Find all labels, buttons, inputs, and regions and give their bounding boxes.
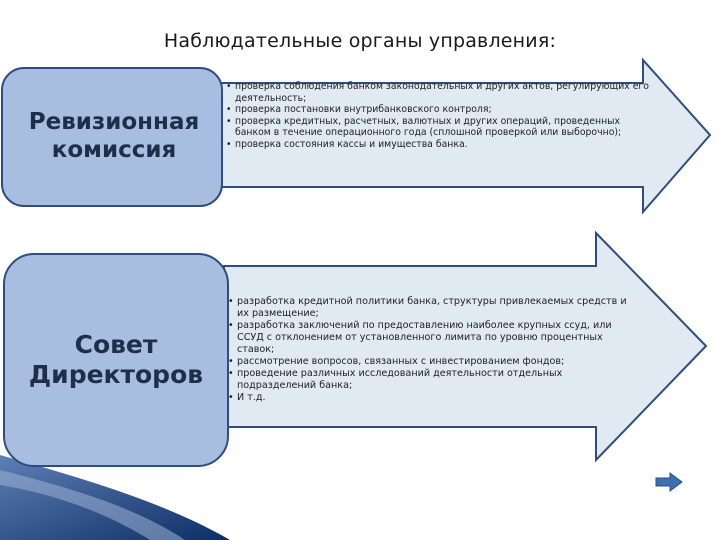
revision-duties-list [224,81,654,150]
list-item: • проверка состояния кассы и имущества банка. [224,139,654,151]
list-item: • И т.д. [226,392,636,404]
list-item: • проведение различных исследований деятельности отдельных подразделений банка; [226,368,636,392]
board-duties-list [226,296,636,404]
list-item: • рассмотрение вопросов, связанных с инвестированием фондов; [226,356,636,368]
page-title: Наблюдательные органы управления: [163,30,557,52]
box-label-revision-commission: Ревизионная комиссия [28,109,200,163]
list-item: • проверка соблюдения банком законодательных и других актов, регулирующих его деятельность; [224,81,654,104]
arrow-right-icon[interactable] [654,472,684,492]
corner-decoration [0,455,230,540]
list-item: • проверка кредитных, расчетных, валютных и других операций, проведенных банком в течение операционного года (сплошной проверкой или выборочно); [224,116,654,139]
box-label-board-of-directors: Совет Директоров [28,330,204,389]
list-item: • разработка кредитной политики банка, структуры привлекаемых средств и их размещение; [226,296,636,320]
list-item: • проверка постановки внутрибанковского контроля; [224,104,654,116]
list-item: • разработка заключений по предоставлению наиболее крупных ссуд, или ССУД с отклонением от установленного лимита по уровню процентных ставок; [226,320,636,356]
